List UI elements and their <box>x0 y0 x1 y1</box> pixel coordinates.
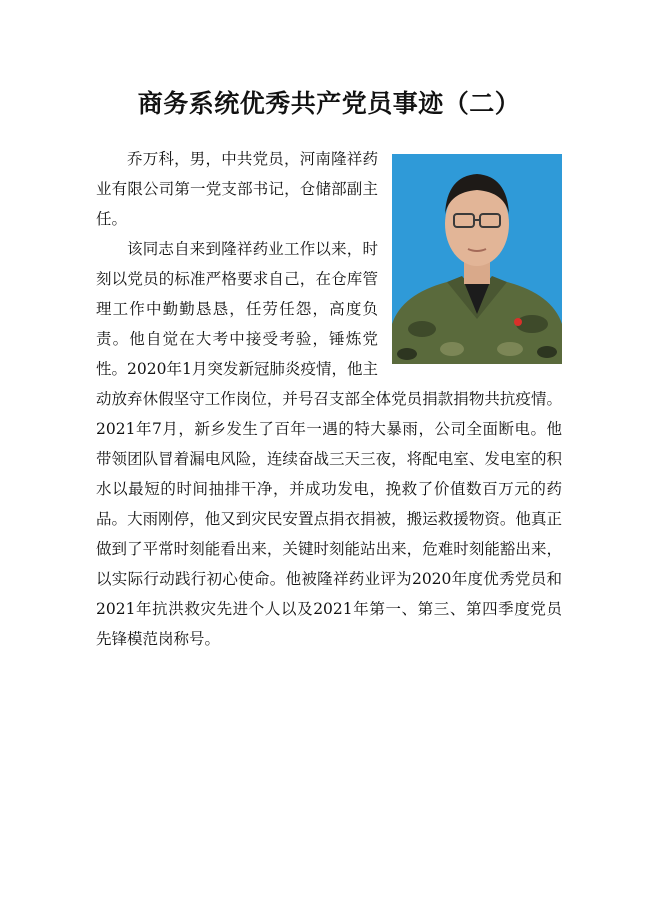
portrait-illustration <box>392 154 562 364</box>
paragraph-1: 乔万科，男，中共党员，河南隆祥药业有限公司第一党支部书记，仓储部副主任。 <box>96 150 378 228</box>
document-body <box>96 144 562 654</box>
portrait-photo <box>392 154 562 364</box>
paragraph-2: 该同志自来到隆祥药业工作以来，时刻以党员的标准严格要求自己，在仓库管理工作中勤勤恳恳，任劳任怨，高度负责。他自觉在大考中接受考验，锤炼党性。2020年1月突发新冠肺炎疫情，他主动放弃休假坚守工作岗位，并号召支部全体党员捐款捐物共抗疫情。2021年7月，新乡发生了百年一遇的特大暴雨，公司全面断电。他带领团队冒着漏电风险，连续奋战三天三夜，将配电室、发电室的积水以最短的时间抽排干净，并成功发电，挽救了价值数百万元的药品。大雨刚停，他又到灾民安置点捐衣捐被，搬运救援物资。他真正做到了平常时刻能看出来，关键时刻能站出来，危难时刻能豁出来，以实际行动践行初心使命。他被隆祥药业评为2020年度优秀党员和2021年抗洪救灾先进个人以及2021年第一、第三、第四季度党员先锋模范岗称号。 <box>96 240 562 648</box>
document-title: 商务系统优秀共产党员事迹（二） <box>137 89 521 118</box>
